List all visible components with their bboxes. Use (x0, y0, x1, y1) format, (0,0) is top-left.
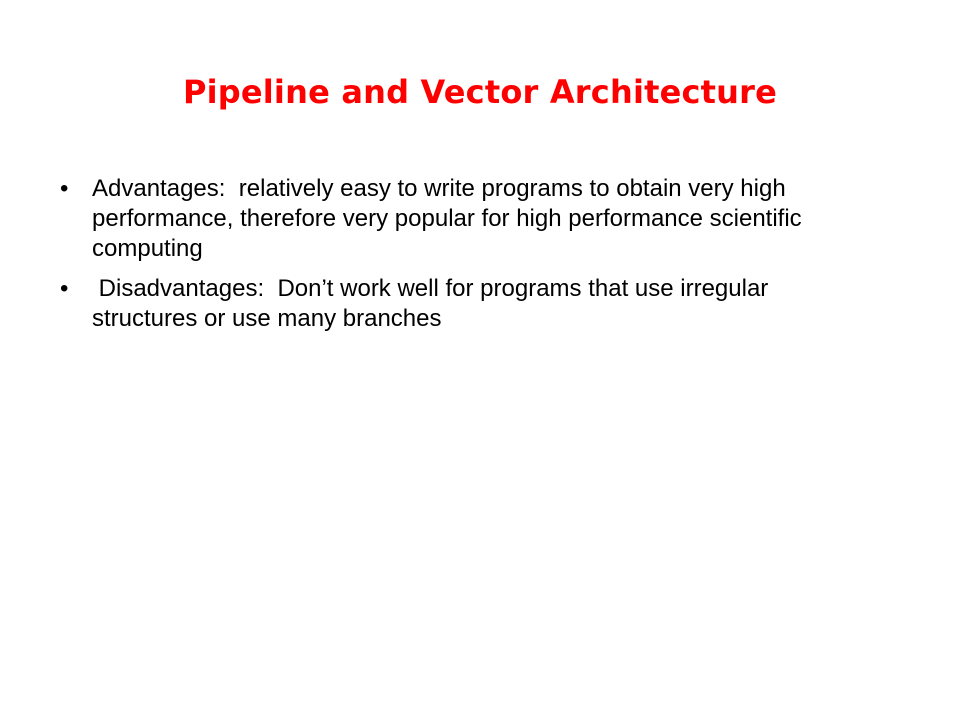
bullet-list (60, 174, 860, 344)
bullet-marker: • (60, 175, 69, 202)
slide-title: Pipeline and Vector Architecture (182, 73, 778, 111)
bullet-marker: • (60, 275, 69, 302)
bullet-disadvantages (60, 274, 860, 334)
bullet-advantages-text: Advantages: relatively easy to write programs to obtain very high performance, therefore very popular for high performance scientific computing (92, 175, 809, 262)
bullet-disadvantages-text: Disadvantages: Don’t work well for programs that use irregular structures or use many branches (92, 275, 775, 332)
bullet-advantages (60, 174, 860, 264)
